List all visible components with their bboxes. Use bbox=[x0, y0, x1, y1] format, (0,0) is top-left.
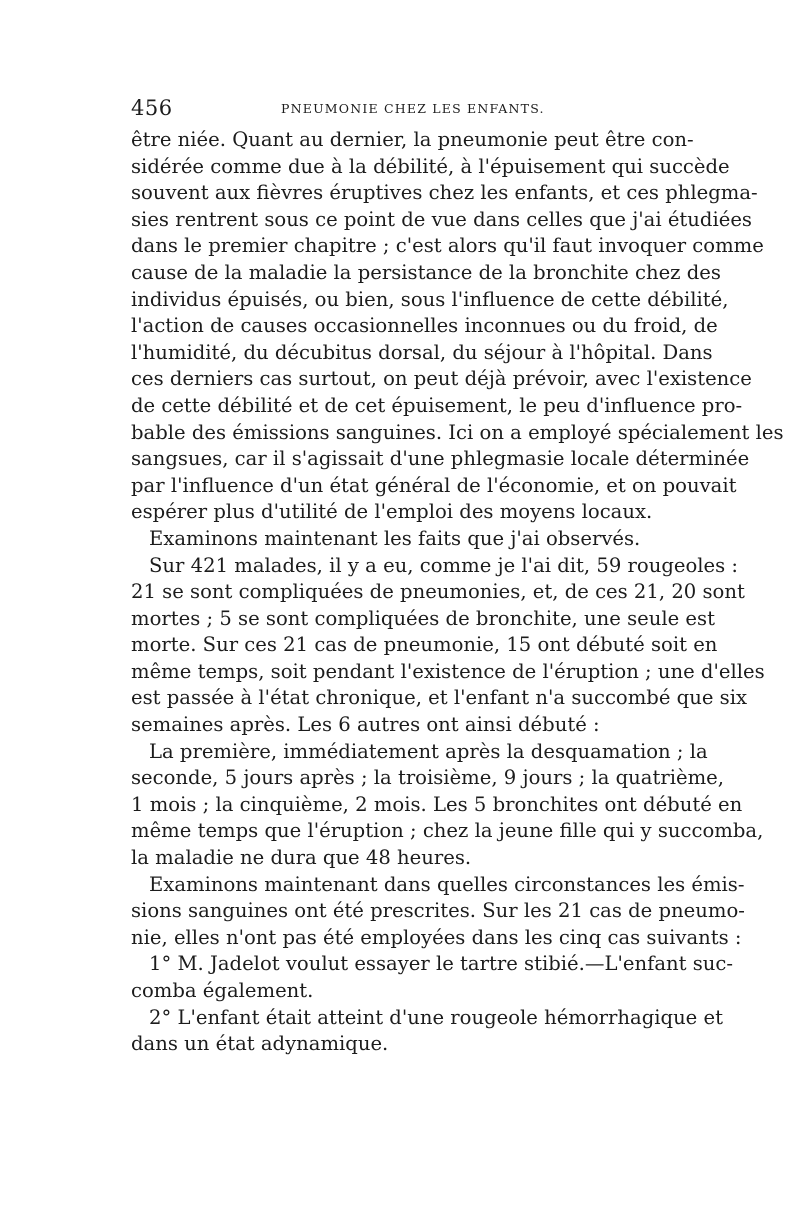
text-line: 2° L'enfant était atteint d'une rougeole hémorrhagique et bbox=[149, 1005, 723, 1029]
text-line: seconde, 5 jours après ; la troisième, 9 jours ; la quatrième, bbox=[131, 766, 724, 790]
text-line: dans un état adynamique. bbox=[131, 1032, 389, 1056]
text-line: semaines après. Les 6 autres ont ainsi débuté : bbox=[131, 713, 600, 737]
text-line: est passée à l'état chronique, et l'enfant n'a succombé que six bbox=[131, 686, 748, 710]
text-line: cause de la maladie la persistance de la bronchite chez des bbox=[131, 260, 721, 284]
text-line: bable des émissions sanguines. Ici on a employé spécialement les bbox=[131, 420, 784, 444]
text-line: espérer plus d'utilité de l'emploi des moyens locaux. bbox=[131, 500, 653, 524]
text-line: même temps, soit pendant l'existence de l'éruption ; une d'elles bbox=[131, 659, 765, 683]
text-line: l'action de causes occasionnelles inconnues ou du froid, de bbox=[131, 314, 718, 338]
text-line: Examinons maintenant les faits que j'ai observés. bbox=[149, 526, 641, 550]
text-line: par l'influence d'un état général de l'économie, et on pouvait bbox=[131, 473, 737, 497]
text-line: mortes ; 5 se sont compliquées de bronchite, une seule est bbox=[131, 606, 715, 630]
text-line: dans le premier chapitre ; c'est alors qu'il faut invoquer comme bbox=[131, 234, 764, 258]
text-line: sangsues, car il s'agissait d'une phlegmasie locale déterminée bbox=[131, 447, 750, 471]
text-line: même temps que l'éruption ; chez la jeune fille qui y succomba, bbox=[131, 819, 764, 843]
text-line: sies rentrent sous ce point de vue dans celles que j'ai étudiées bbox=[131, 207, 752, 231]
text-line: être niée. Quant au dernier, la pneumonie peut être con- bbox=[131, 128, 694, 151]
page-number: 456 bbox=[131, 96, 173, 120]
text-line: sions sanguines ont été prescrites. Sur les 21 cas de pneumo- bbox=[131, 899, 745, 923]
text-line: l'humidité, du décubitus dorsal, du séjour à l'hôpital. Dans bbox=[131, 340, 713, 364]
text-line: sidérée comme due à la débilité, à l'épuisement qui succède bbox=[131, 154, 730, 178]
body-text bbox=[131, 127, 784, 1058]
running-head bbox=[131, 96, 671, 120]
text-line: Sur 421 malades, il y a eu, comme je l'ai dit, 59 rougeoles : bbox=[149, 553, 739, 577]
text-line: individus épuisés, ou bien, sous l'influence de cette débilité, bbox=[131, 287, 729, 311]
text-line: 21 se sont compliquées de pneumonies, et, de ces 21, 20 sont bbox=[131, 580, 745, 604]
text-line: la maladie ne dura que 48 heures. bbox=[131, 846, 472, 870]
text-line: souvent aux fièvres éruptives chez les enfants, et ces phlegma- bbox=[131, 181, 758, 205]
text-line: comba également. bbox=[131, 979, 314, 1002]
text-line: 1 mois ; la cinquième, 2 mois. Les 5 bronchites ont débuté en bbox=[131, 792, 743, 816]
text-line: nie, elles n'ont pas été employées dans les cinq cas suivants : bbox=[131, 925, 742, 949]
text-line: de cette débilité et de cet épuisement, le peu d'influence pro- bbox=[131, 393, 743, 417]
text-line: ces derniers cas surtout, on peut déjà prévoir, avec l'existence bbox=[131, 367, 752, 391]
text-line: 1° M. Jadelot voulut essayer le tartre stibié.—L'enfant suc- bbox=[149, 952, 734, 976]
text-line: La première, immédiatement après la desquamation ; la bbox=[149, 739, 708, 763]
text-line: morte. Sur ces 21 cas de pneumonie, 15 ont débuté soit en bbox=[131, 633, 718, 657]
running-title: PNEUMONIE CHEZ LES ENFANTS. bbox=[281, 101, 545, 116]
text-line: Examinons maintenant dans quelles circonstances les émis- bbox=[149, 872, 745, 896]
